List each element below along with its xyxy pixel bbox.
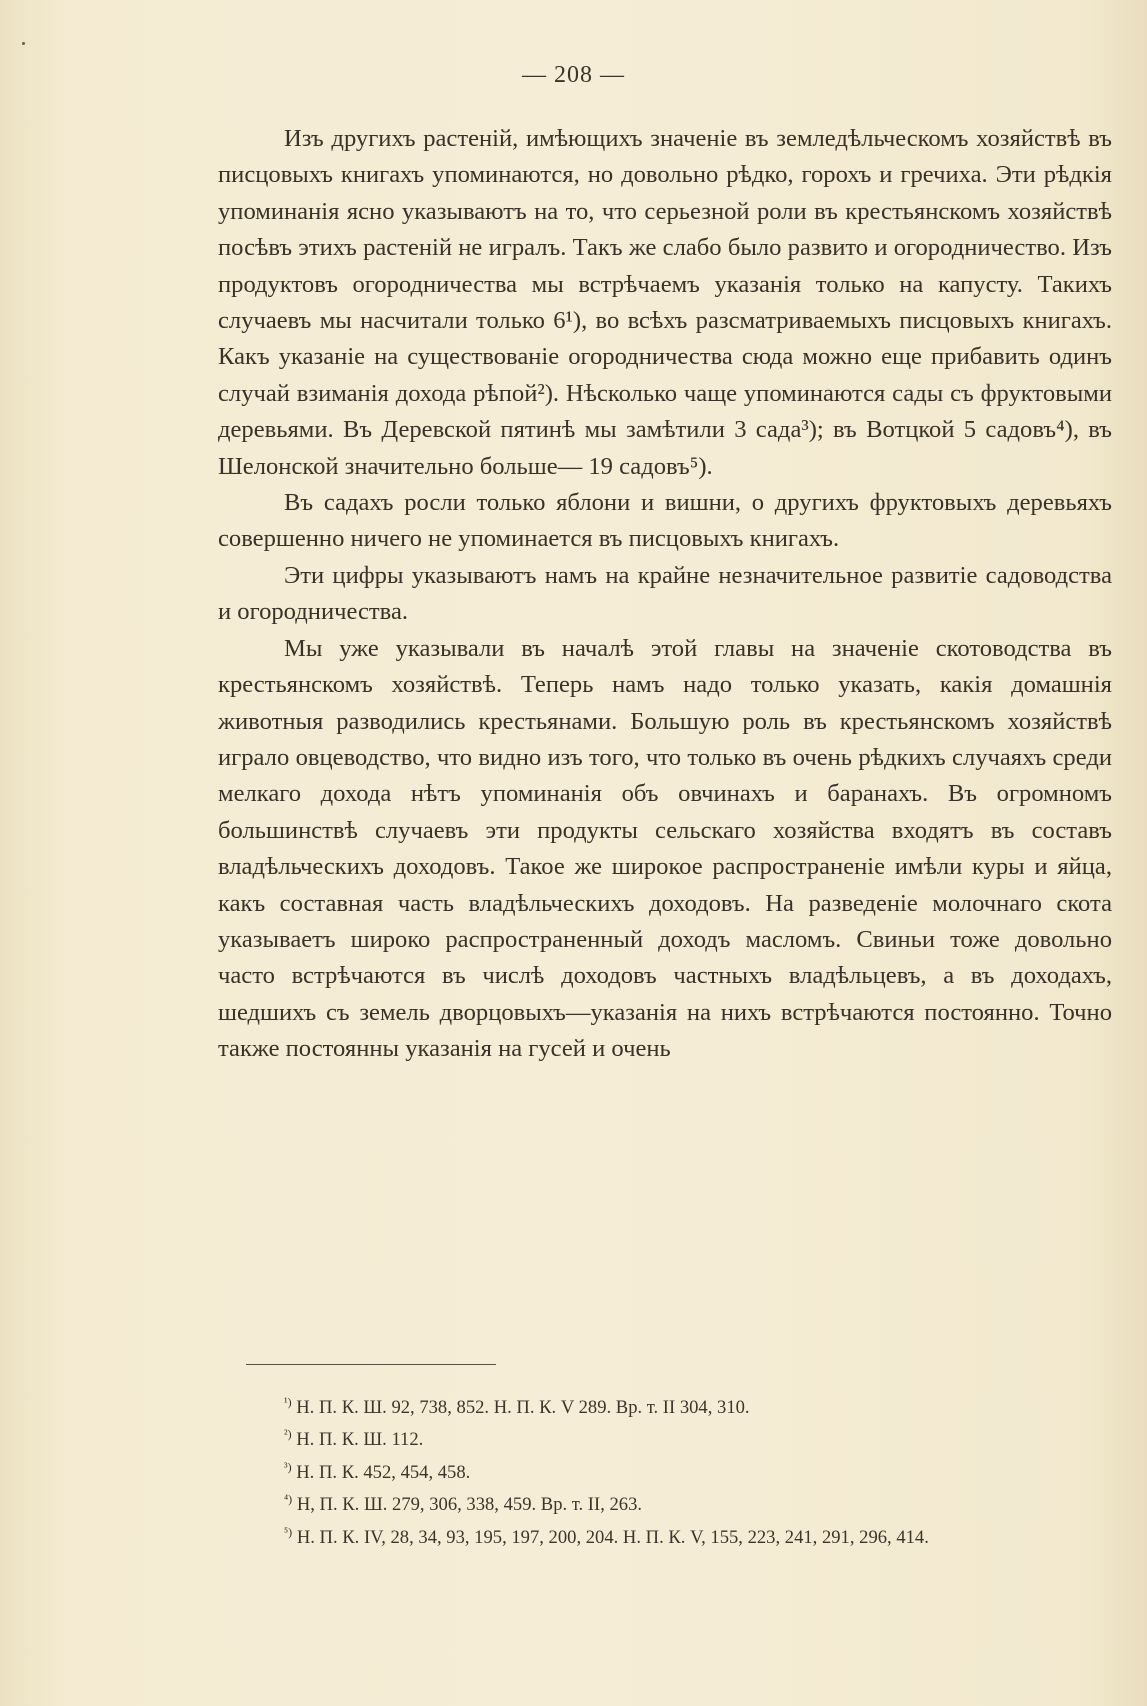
paragraph: Изъ другихъ растеній, имѣющихъ значеніе въ земледѣльческомъ хозяйствѣ въ писцовыхъ книгахъ упоминаются, но довольно рѣдко, горохъ и гречиха. Эти рѣдкія упоминанія ясно указываютъ на то, что серьезной роли въ крестьянскомъ хозяйствѣ посѣвъ этихъ растеній не игралъ. Такъ же слабо было развито и огородничество. Изъ продуктовъ огородничества мы встрѣчаемъ указанія только на капусту. Такихъ случаевъ мы насчитали только 6¹), во всѣхъ разсматриваемыхъ писцовыхъ книгахъ. Какъ указаніе на существованіе огородничества сюда можно еще прибавить одинъ случай взиманія дохода рѣпой²). Нѣсколько чаще упоминаются сады съ фруктовыми деревьями. Въ Деревской пятинѣ мы замѣтили 3 сада³); въ Вотцкой 5 садовъ⁴), въ Шелонской значительно больше— 19 садовъ⁵). (218, 125, 1112, 480)
footnote-text: Н. П. К. Ш. 112. (291, 1429, 424, 1451)
footnote-text: Н, П. К. Ш. 279, 306, 338, 459. Вр. т. II, 263. (292, 1494, 643, 1516)
footnotes (218, 1392, 1112, 1554)
footnote-2 (218, 1424, 1112, 1456)
footnote-mark: ⁵) (284, 1524, 293, 1539)
main-text (218, 121, 1112, 1068)
footnote-4 (218, 1489, 1112, 1521)
footnote-mark: ⁴) (284, 1492, 293, 1507)
footnote-text: Н. П. К. Ш. 92, 738, 852. Н. П. К. V 289. Вр. т. II 304, 310. (291, 1397, 750, 1418)
footnote-mark: ¹) (284, 1394, 292, 1409)
footnote-mark: ³) (284, 1459, 292, 1474)
footnote-5 (218, 1522, 1112, 1554)
page-number: — 208 — (522, 62, 625, 88)
footnote-text: Н. П. К. 452, 454, 458. (291, 1461, 471, 1483)
paragraph: Мы уже указывали въ началѣ этой главы на значеніе скотоводства въ крестьянскомъ хозяйствѣ. Теперь намъ надо только указать, какія домашнія животныя разводились крестьянами. Большую роль въ крестьянскомъ хозяйствѣ играло овцеводство, что видно изъ того, что только въ очень рѣдкихъ случаяхъ среди мелкаго дохода нѣтъ упоминанія объ овчинахъ и баранахъ. Въ огромномъ большинствѣ случаевъ эти продукты сельскаго хозяйства входятъ въ составъ владѣльческихъ доходовъ. Такое же широкое распространеніе имѣли куры и яйца, какъ составная часть владѣльческихъ доходовъ. На разведеніе молочнаго скота указываетъ широко распространенный доходъ масломъ. Свиньи тоже довольно часто встрѣчаются въ числѣ доходовъ частныхъ владѣльцевъ, а въ доходахъ, шедшихъ съ земель дворцовыхъ—указанія на нихъ встрѣчаются постоянно. Точно также постоянны указанія на гусей и очень (218, 634, 1112, 1063)
footnote-1 (218, 1392, 1112, 1424)
ink-speck (22, 42, 25, 45)
footnote-divider (246, 1364, 496, 1365)
paragraph: Эти цифры указываютъ намъ на крайне незначительное развитіе садоводства и огородничества. (218, 561, 1112, 626)
footnote-text: Н. П. К. IV, 28, 34, 93, 195, 197, 200, 204. Н. П. К. V, 155, 223, 241, 291, 296, 414. (292, 1526, 929, 1548)
footnote-3 (218, 1457, 1112, 1489)
footnote-mark: ²) (284, 1427, 292, 1442)
paragraph: Въ садахъ росли только яблони и вишни, о другихъ фруктовыхъ деревьяхъ совершенно ничего не упоминается въ писцовыхъ книгахъ. (218, 489, 1112, 553)
